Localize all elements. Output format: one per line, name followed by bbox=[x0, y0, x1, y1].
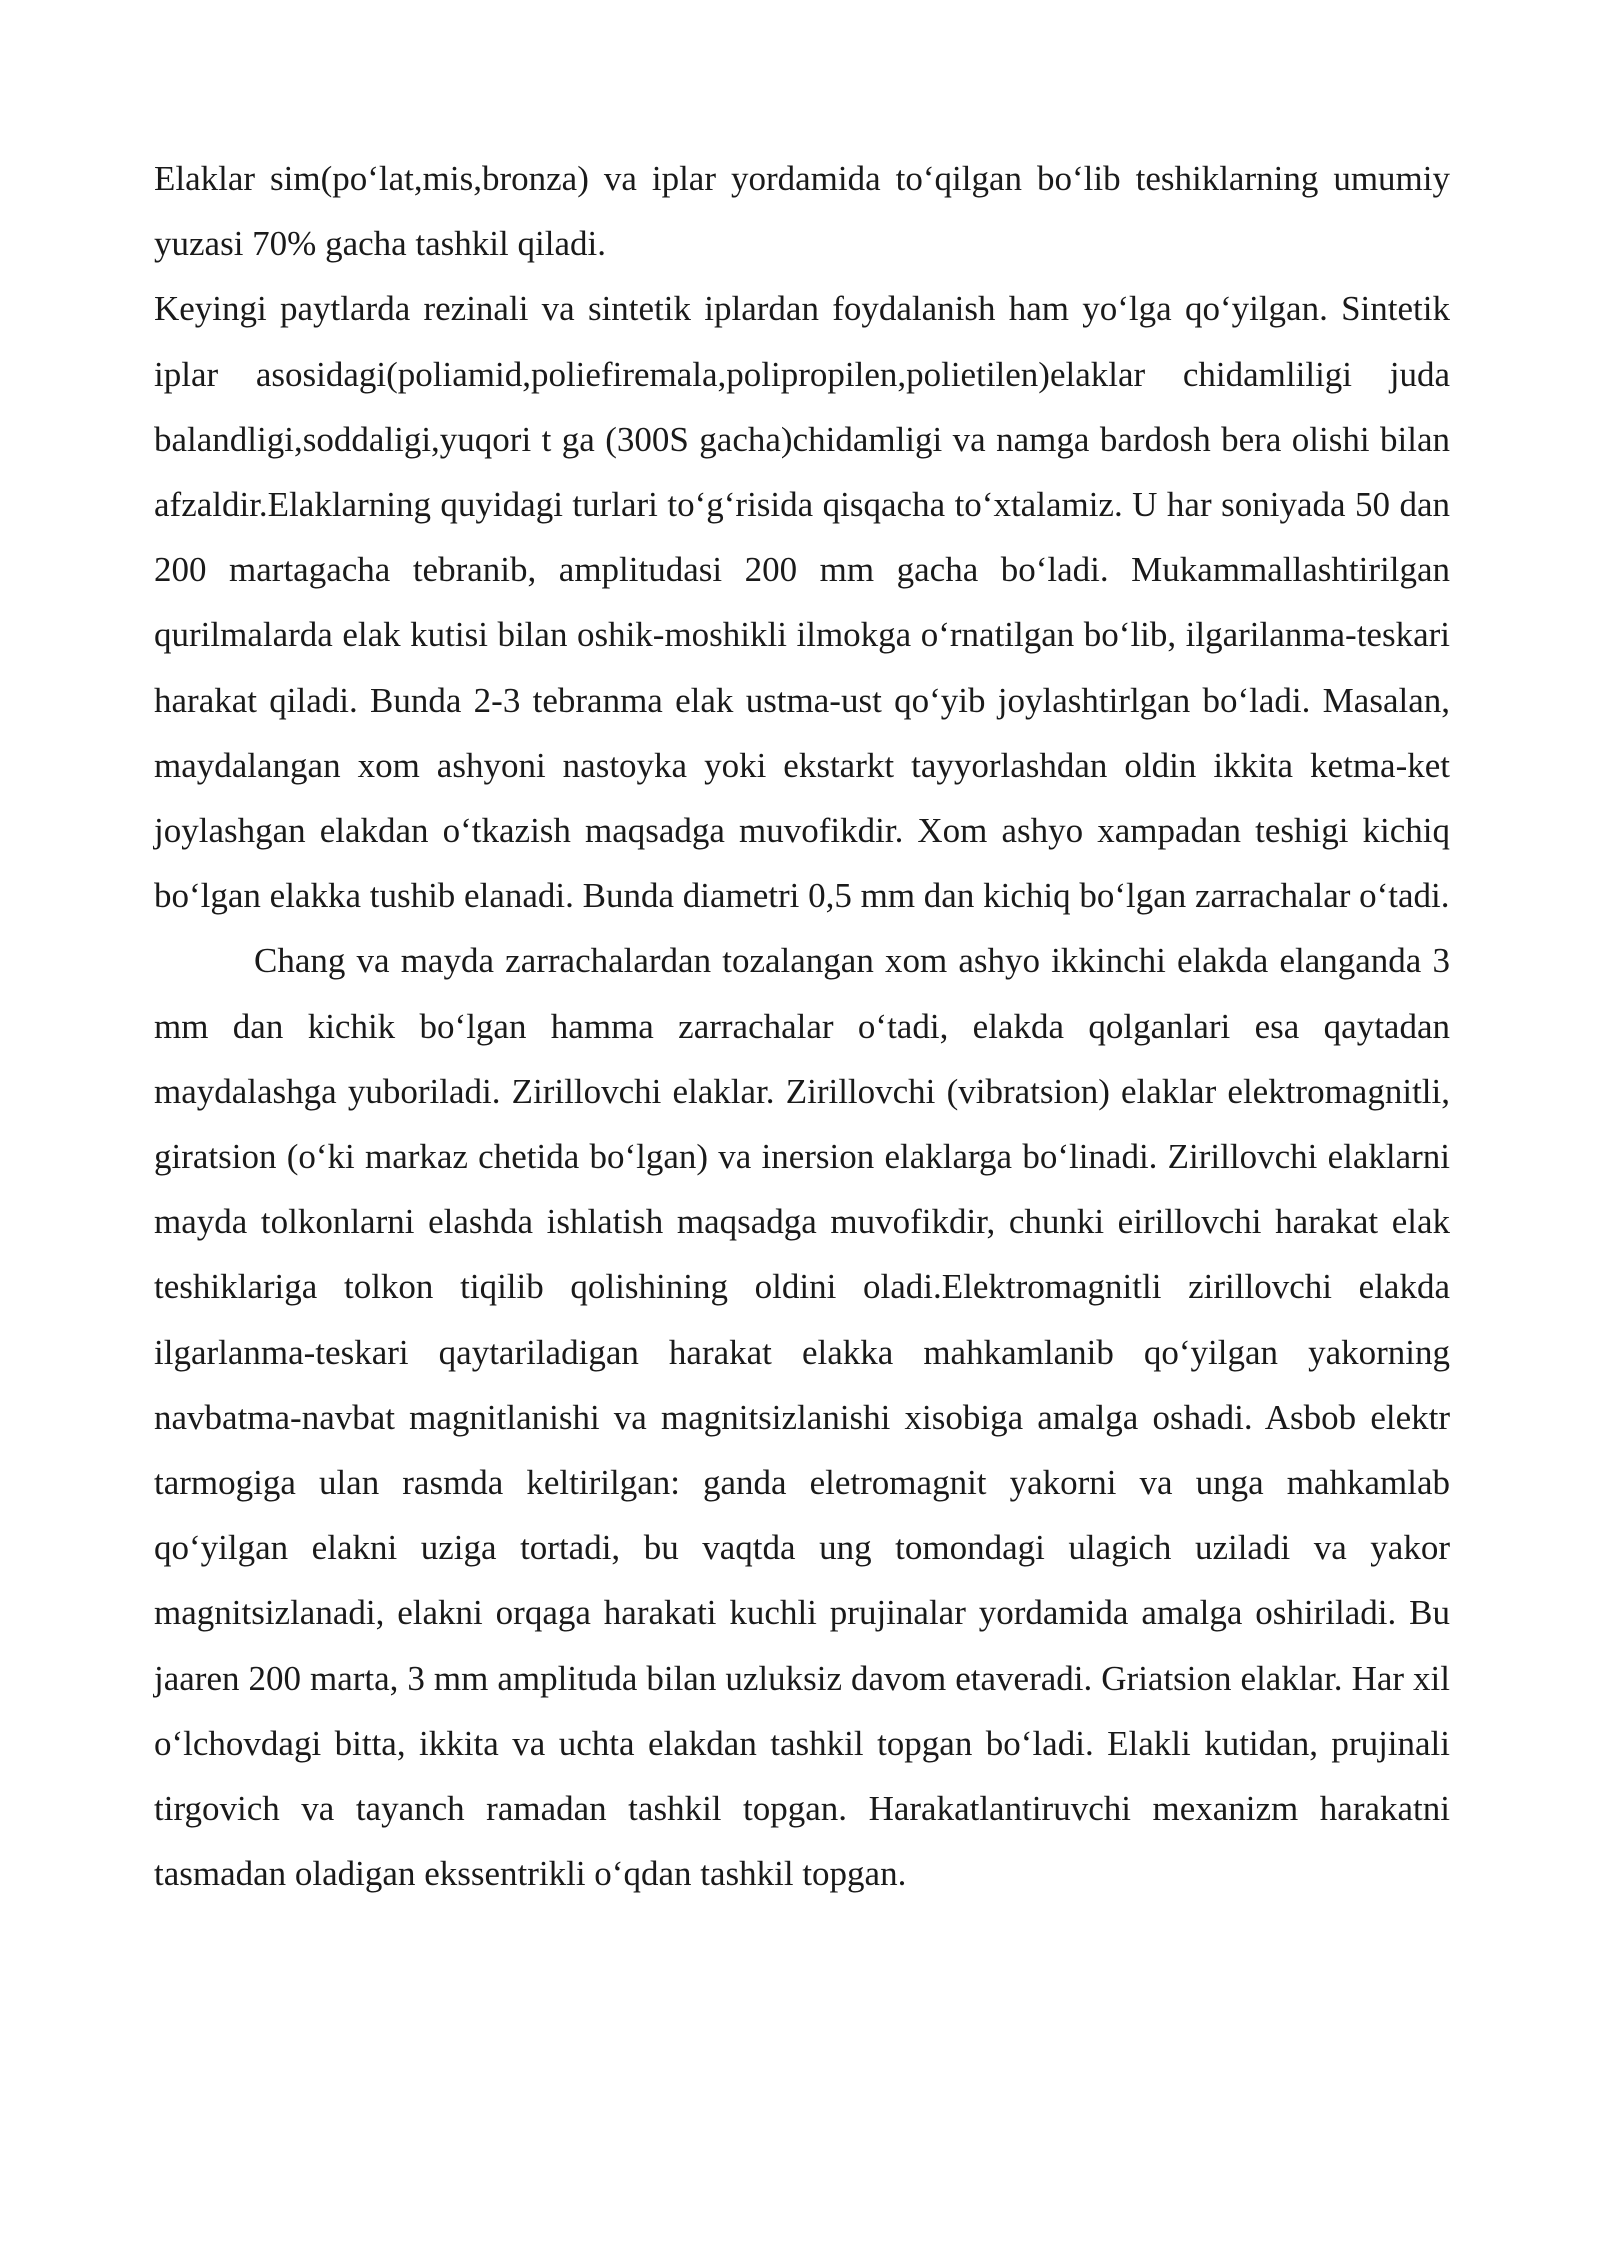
paragraph-2: Keyingi paytlarda rezinali va sintetik iplardan foydalanish ham yo‘lga qo‘yilgan. Sintetik iplar asosidagi(poliamid,poliefiremala,polipropilen,polietilen)elaklar chidamliligi juda balandligi,soddaligi,yuqori t ga (300S gacha)chidamligi va namga bardosh bera olishi bilan afzaldir.Elaklarning quyidagi turlari to‘g‘risida qisqacha to‘xtalamiz. U har soniyada 50 dan 200 martagacha tebranib, amplitudasi 200 mm gacha bo‘ladi. Mukammallashtirilgan qurilmalarda elak kutisi bilan oshik-moshikli ilmokga o‘rnatilgan bo‘lib, ilgarilanma-teskari harakat qiladi. Bunda 2-3 tebranma elak ustma-ust qo‘yib joylashtirlgan bo‘ladi. Masalan, maydalangan xom ashyoni nastoyka yoki ekstarkt tayyorlashdan oldin ikkita ketma-ket joylashgan elakdan o‘tkazish maqsadga muvofikdir. Xom ashyo xampadan teshigi kichiq bo‘lgan elakka tushib elanadi. Bunda diametri 0,5 mm dan kichiq bo‘lgan zarrachalar o‘tadi. bbox=[154, 289, 1450, 916]
paragraph-1: Elaklar sim(po‘lat,mis,bronza) va iplar yordamida to‘qilgan bo‘lib teshiklarning umumiy yuzasi 70% gacha tashkil qiladi. bbox=[154, 159, 1450, 264]
document-body bbox=[154, 146, 1450, 1906]
paragraph-3: Chang va mayda zarrachalardan tozalangan xom ashyo ikkinchi elakda elanganda 3 mm dan kichik bo‘lgan hamma zarrachalar o‘tadi, elakda qolganlari esa qaytadan maydalashga yuboriladi. Zirillovchi elaklar. Zirillovchi (vibratsion) elaklar elektromagnitli, giratsion (o‘ki markaz chetida bo‘lgan) va inersion elaklarga bo‘linadi. Zirillovchi elaklarni mayda tolkonlarni elashda ishlatish maqsadga muvofikdir, chunki eirillovchi harakat elak teshiklariga tolkon tiqilib qolishining oldini oladi.Elektromagnitli zirillovchi elakda ilgarlanma-teskari qaytariladigan harakat elakka mahkamlanib qo‘yilgan yakorning navbatma-navbat magnitlanishi va magnitsizlanishi xisobiga amalga oshadi. Asbob elektr tarmogiga ulan rasmda keltirilgan: ganda eletromagnit yakorni va unga mahkamlab qo‘yilgan elakni uziga tortadi, bu vaqtda ung tomondagi ulagich uziladi va yakor magnitsizlanadi, elakni orqaga harakati kuchli prujinalar yordamida amalga oshiriladi. Bu jaaren 200 marta, 3 mm amplituda bilan uzluksiz davom etaveradi. Griatsion elaklar. Har xil o‘lchovdagi bitta, ikkita va uchta elakdan tashkil topgan bo‘ladi. Elakli kutidan, prujinali tirgovich va tayanch ramadan tashkil topgan. Harakatlantiruvchi mexanizm harakatni tasmadan oladigan ekssentrikli o‘qdan tashkil topgan. bbox=[154, 941, 1450, 1894]
